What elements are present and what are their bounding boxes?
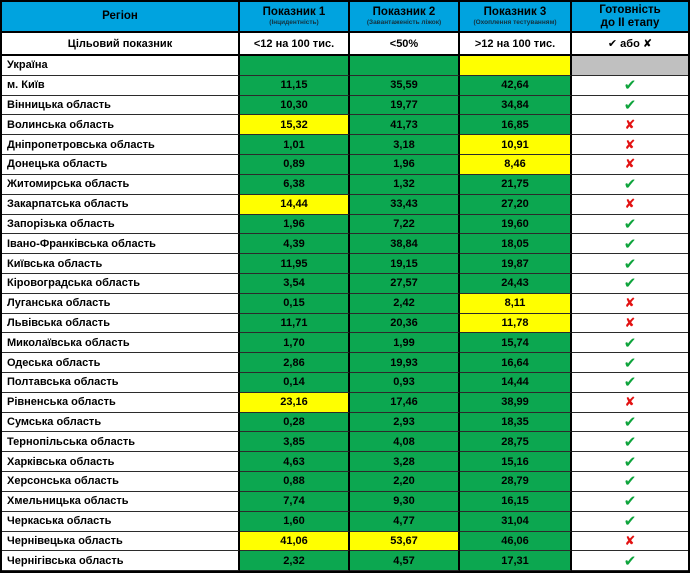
table-row — [2, 96, 688, 116]
region-name: Закарпатська область — [2, 195, 240, 215]
table-row — [2, 333, 688, 353]
cross-icon: ✘ — [572, 195, 688, 215]
table-row — [2, 274, 688, 294]
table-row — [2, 452, 688, 472]
indicator-3-value — [460, 56, 572, 76]
indicator-1-value: 6,38 — [240, 175, 350, 195]
target-indicator-row — [2, 33, 688, 56]
indicator-1-value: 2,86 — [240, 353, 350, 373]
table-row — [2, 532, 688, 552]
region-name: Київська область — [2, 254, 240, 274]
region-name: Сумська область — [2, 413, 240, 433]
indicator-3-value: 16,85 — [460, 115, 572, 135]
table-row — [2, 234, 688, 254]
check-icon: ✔ — [572, 274, 688, 294]
region-name: Вінницька область — [2, 96, 240, 116]
indicator-3-value: 42,64 — [460, 76, 572, 96]
indicator-3-value: 17,31 — [460, 551, 572, 571]
indicator-1-value: 0,88 — [240, 472, 350, 492]
indicator-3-subtitle: (Охоплення тестуванням) — [473, 19, 557, 26]
indicator-1-value: 4,63 — [240, 452, 350, 472]
indicator-2-title: Показник 2 — [372, 6, 436, 18]
indicator-1-value: 41,06 — [240, 532, 350, 552]
indicator-3-value: 14,44 — [460, 373, 572, 393]
indicator-3-value: 18,05 — [460, 234, 572, 254]
region-name: Миколаївська область — [2, 333, 240, 353]
indicator-2-value: 2,20 — [350, 472, 460, 492]
table-body — [2, 56, 688, 571]
indicator-2-value: 19,93 — [350, 353, 460, 373]
target-readiness: ✔ або ✘ — [572, 33, 688, 56]
region-name: Чернівецька область — [2, 532, 240, 552]
target-indicator-2: <50% — [350, 33, 460, 56]
table-row — [2, 76, 688, 96]
cross-icon: ✘ — [572, 294, 688, 314]
table-row — [2, 56, 688, 76]
indicator-1-value: 14,44 — [240, 195, 350, 215]
indicator-1-value: 1,70 — [240, 333, 350, 353]
indicator-1-value: 0,15 — [240, 294, 350, 314]
target-row-label: Цільовий показник — [2, 33, 240, 56]
region-name: Донецька область — [2, 155, 240, 175]
indicator-2-value: 19,77 — [350, 96, 460, 116]
region-name: Тернопільська область — [2, 432, 240, 452]
table-row — [2, 254, 688, 274]
indicator-2-value: 41,73 — [350, 115, 460, 135]
region-name: Кіровоградська область — [2, 274, 240, 294]
table-row — [2, 115, 688, 135]
table-row — [2, 215, 688, 235]
indicator-3-value: 8,46 — [460, 155, 572, 175]
indicator-3-value: 15,74 — [460, 333, 572, 353]
check-icon: ✔ — [572, 413, 688, 433]
indicator-2-value: 3,18 — [350, 135, 460, 155]
region-name: Волинська область — [2, 115, 240, 135]
check-icon: ✔ — [572, 254, 688, 274]
check-icon: ✔ — [572, 492, 688, 512]
header-indicator-2 — [350, 2, 460, 33]
indicator-2-value: 27,57 — [350, 274, 460, 294]
indicator-1-value: 1,01 — [240, 135, 350, 155]
indicator-2-value: 1,99 — [350, 333, 460, 353]
indicator-1-value: 10,30 — [240, 96, 350, 116]
table-row — [2, 472, 688, 492]
table-row — [2, 195, 688, 215]
region-name: Хмельницька область — [2, 492, 240, 512]
cross-icon: ✘ — [572, 135, 688, 155]
check-icon: ✔ — [572, 551, 688, 571]
region-name: Полтавська область — [2, 373, 240, 393]
indicator-2-value: 35,59 — [350, 76, 460, 96]
readiness-title-line1: Готовність — [599, 3, 661, 16]
check-icon: ✔ — [572, 96, 688, 116]
indicator-1-value — [240, 56, 350, 76]
indicator-3-value: 28,75 — [460, 432, 572, 452]
indicator-2-value: 2,93 — [350, 413, 460, 433]
header-region-column — [2, 2, 240, 33]
check-icon: ✔ — [572, 353, 688, 373]
region-name: Житомирська область — [2, 175, 240, 195]
readiness-empty-cell — [572, 56, 688, 76]
region-name: Черкаська область — [2, 512, 240, 532]
check-icon: ✔ — [572, 76, 688, 96]
indicator-1-value: 3,85 — [240, 432, 350, 452]
cross-icon: ✘ — [572, 532, 688, 552]
indicator-2-value: 19,15 — [350, 254, 460, 274]
indicator-2-value: 4,57 — [350, 551, 460, 571]
indicator-3-value: 46,06 — [460, 532, 572, 552]
region-name: м. Київ — [2, 76, 240, 96]
check-icon: ✔ — [572, 472, 688, 492]
indicator-1-value: 4,39 — [240, 234, 350, 254]
check-icon: ✔ — [572, 432, 688, 452]
header-readiness — [572, 2, 688, 33]
indicator-3-value: 19,87 — [460, 254, 572, 274]
check-icon: ✔ — [572, 512, 688, 532]
region-name: Рівненська область — [2, 393, 240, 413]
indicator-3-value: 27,20 — [460, 195, 572, 215]
table-row — [2, 294, 688, 314]
readiness-title-line2: до ІІ етапу — [600, 16, 660, 29]
check-icon: ✔ — [572, 234, 688, 254]
region-name: Чернігівська область — [2, 551, 240, 571]
table-row — [2, 492, 688, 512]
indicator-3-value: 15,16 — [460, 452, 572, 472]
indicator-3-value: 11,78 — [460, 314, 572, 334]
cross-icon: ✘ — [572, 115, 688, 135]
table-row — [2, 432, 688, 452]
indicator-1-value: 1,60 — [240, 512, 350, 532]
table-row — [2, 175, 688, 195]
indicator-3-value: 16,15 — [460, 492, 572, 512]
table-row — [2, 135, 688, 155]
indicator-2-subtitle: (Завантаженість ліжок) — [366, 19, 442, 26]
indicator-3-value: 21,75 — [460, 175, 572, 195]
indicator-2-value: 9,30 — [350, 492, 460, 512]
table-row — [2, 373, 688, 393]
indicator-1-value: 1,96 — [240, 215, 350, 235]
cross-icon: ✘ — [572, 314, 688, 334]
indicator-1-value: 11,95 — [240, 254, 350, 274]
region-name: Дніпропетровська область — [2, 135, 240, 155]
indicator-1-value: 23,16 — [240, 393, 350, 413]
indicator-2-value: 33,43 — [350, 195, 460, 215]
table-row — [2, 155, 688, 175]
indicator-2-value: 4,08 — [350, 432, 460, 452]
indicator-2-value: 0,93 — [350, 373, 460, 393]
table-header-row — [2, 2, 688, 33]
indicator-3-value: 28,79 — [460, 472, 572, 492]
indicator-2-value: 17,46 — [350, 393, 460, 413]
indicator-3-value: 16,64 — [460, 353, 572, 373]
header-indicator-3 — [460, 2, 572, 33]
indicator-3-value: 8,11 — [460, 294, 572, 314]
indicator-1-title: Показник 1 — [262, 6, 326, 18]
indicator-2-value: 38,84 — [350, 234, 460, 254]
indicator-3-title: Показник 3 — [483, 6, 547, 18]
cross-icon: ✘ — [572, 155, 688, 175]
cross-icon: ✘ — [572, 393, 688, 413]
indicator-3-value: 31,04 — [460, 512, 572, 532]
indicator-3-value: 24,43 — [460, 274, 572, 294]
region-name: Одеська область — [2, 353, 240, 373]
check-icon: ✔ — [572, 373, 688, 393]
indicator-3-value: 19,60 — [460, 215, 572, 235]
region-name: Україна — [2, 56, 240, 76]
region-name: Львівська область — [2, 314, 240, 334]
region-name: Херсонська область — [2, 472, 240, 492]
check-icon: ✔ — [572, 175, 688, 195]
indicator-1-value: 11,71 — [240, 314, 350, 334]
indicator-2-value — [350, 56, 460, 76]
check-icon: ✔ — [572, 215, 688, 235]
region-name: Харківська область — [2, 452, 240, 472]
table-row — [2, 413, 688, 433]
indicator-1-value: 0,28 — [240, 413, 350, 433]
region-name: Івано-Франківська область — [2, 234, 240, 254]
check-icon: ✔ — [572, 333, 688, 353]
indicator-3-value: 18,35 — [460, 413, 572, 433]
indicator-2-value: 20,36 — [350, 314, 460, 334]
table-row — [2, 551, 688, 571]
header-region-label: Регіон — [102, 10, 138, 22]
region-name: Луганська область — [2, 294, 240, 314]
indicator-1-value: 11,15 — [240, 76, 350, 96]
indicator-1-value: 2,32 — [240, 551, 350, 571]
indicator-1-value: 7,74 — [240, 492, 350, 512]
indicator-3-value: 10,91 — [460, 135, 572, 155]
indicator-1-value: 15,32 — [240, 115, 350, 135]
indicator-1-value: 0,14 — [240, 373, 350, 393]
indicator-2-value: 1,32 — [350, 175, 460, 195]
indicator-1-subtitle: (Інцидентність) — [269, 19, 319, 26]
indicator-2-value: 2,42 — [350, 294, 460, 314]
indicator-2-value: 1,96 — [350, 155, 460, 175]
indicator-3-value: 34,84 — [460, 96, 572, 116]
indicator-2-value: 4,77 — [350, 512, 460, 532]
table-row — [2, 393, 688, 413]
table-row — [2, 512, 688, 532]
table-row — [2, 314, 688, 334]
indicator-2-value: 53,67 — [350, 532, 460, 552]
header-indicator-1 — [240, 2, 350, 33]
indicator-2-value: 7,22 — [350, 215, 460, 235]
indicator-1-value: 3,54 — [240, 274, 350, 294]
table-row — [2, 353, 688, 373]
target-indicator-3: >12 на 100 тис. — [460, 33, 572, 56]
check-icon: ✔ — [572, 452, 688, 472]
region-name: Запорізька область — [2, 215, 240, 235]
target-indicator-1: <12 на 100 тис. — [240, 33, 350, 56]
indicator-1-value: 0,89 — [240, 155, 350, 175]
indicator-2-value: 3,28 — [350, 452, 460, 472]
indicator-3-value: 38,99 — [460, 393, 572, 413]
